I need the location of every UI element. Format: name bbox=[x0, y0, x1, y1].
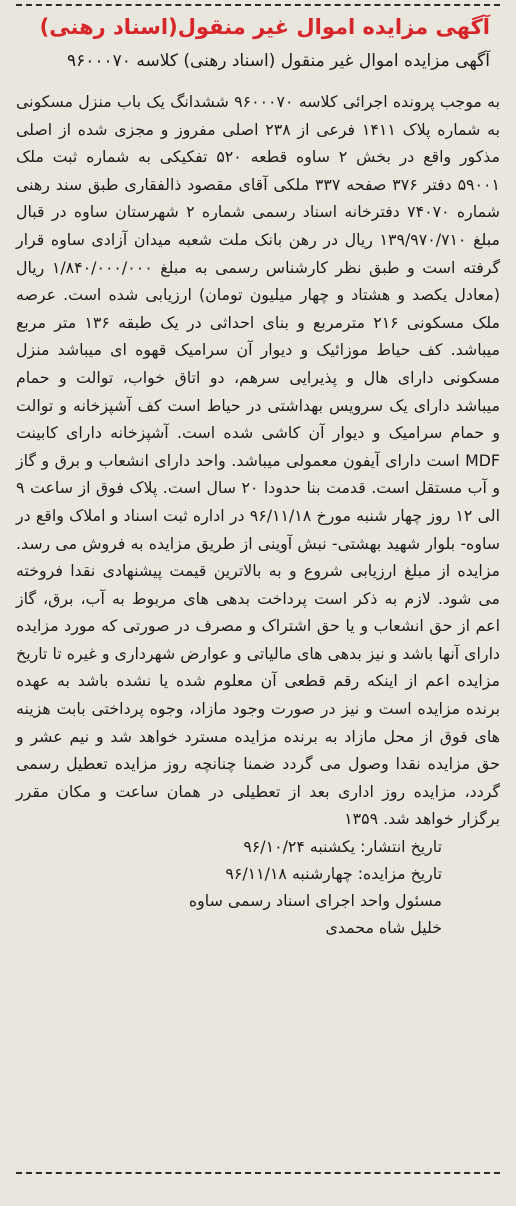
notice-title: آگهی مزایده اموال غیر منقول(اسناد رهنی) bbox=[39, 15, 490, 39]
top-dashed-divider bbox=[16, 4, 500, 6]
publish-date: تاریخ انتشار: یکشنبه ۹۶/۱۰/۲۴ bbox=[243, 837, 442, 857]
bottom-dashed-divider bbox=[16, 1172, 500, 1174]
notice-body: به موجب پرونده اجرائی کلاسه ۹۶۰۰۰۷۰ ششدانگ یک باب منزل مسکونی به شماره پلاک ۱۴۱۱ فرعی از ۲۳۸ اصلی مفروز و مجزی شده از اصلی مذکور واقع در بخش ۲ ساوه قطعه ۵۲۰ تفکیکی به شماره ثبت ملک ۵۹۰۰۱ دفتر ۳۷۶ صفحه ۳۳۷ ملکی آقای مقصود ذالفقاری طبق سند رهنی شماره ۷۴۰۷۰ دفترخانه اسناد رسمی شماره ۲ شهرستان ساوه در قبال مبلغ ۱۳۹/۹۷۰/۷۱۰ ریال در رهن بانک ملت شعبه میدان آزادی ساوه قرار گرفته است و طبق نظر کارشناس رسمی به مبلغ ۱/۸۴۰/۰۰۰/۰۰۰ ریال (معادل یکصد و هشتاد و چهار میلیون تومان) ارزیابی شده است. عرصه ملک مسکونی ۲۱۶ مترمربع و بنای احداثی در یک طبقه ۱۳۶ متر مربع میباشد. کف حیاط موزائیک و دیوار آن سرامیک قهوه ای میباشد منزل مسکونی دارای هال و پذیرایی سرهم، دو اتاق خواب، توالت و حمام میباشد دارای یک سرویس بهداشتی در حیاط است کف آشپزخانه و توالت و حمام سرامیک و دیوار آن کاشی شده است. آشپزخانه دارای کابینت MDF است دارای آیفون معمولی میباشد. واحد دارای انشعاب و برق و گاز و آب مستقل است. قدمت بنا حدودا ۲۰ سال است. پلاک فوق از ساعت ۹ الی ۱۲ روز چهار شنبه مورخ ۹۶/۱۱/۱۸ در اداره ثبت اسناد و املاک واقع در ساوه- بلوار شهید بهشتی- نبش آوینی از طریق مزایده به فروش می رسد. مزایده از مبلغ ارزیابی شروع و به بالاترین قیمت پیشنهادی نقدا فروخته می شود. لازم به ذکر است پرداخت بدهی های مربوط به آب، برق، گاز اعم از حق انشعاب و یا حق اشتراک و مصرف در صورتی که مورد مزایده دارای آنها باشد و نیز بدهی های مالیاتی و عوارض شهرداری و غیره تا تاریخ مزایده اعم از اینکه رقم قطعی آن معلوم شده یا نشده باشد به عهده برنده مزایده است و نیز در صورت وجود مازاد، وجوه پرداختی بابت هزینه های فوق از محل مازاد به برنده مزایده مسترد خواهد شد و نیم عشر و حق مزایده نقدا وصول می گردد ضمنا چنانچه روز مزایده تعطیل رسمی گردد، مزایده روز اداری بعد از تعطیلی در همان ساعت و مکان مقرر برگزار خواهد شد. ۱۳۵۹ bbox=[16, 92, 501, 829]
notice-meta bbox=[16, 833, 500, 941]
auction-date: تاریخ مزایده: چهارشنبه ۹۶/۱۱/۱۸ bbox=[225, 864, 442, 884]
notice-subtitle: آگهی مزایده اموال غیر منقول (اسناد رهنی) کلاسه ۹۶۰۰۰۷۰ bbox=[67, 51, 490, 71]
signatory-title: مسئول واحد اجرای اسناد رسمی ساوه bbox=[188, 891, 442, 911]
signatory-name: خلیل شاه محمدی bbox=[325, 918, 442, 938]
